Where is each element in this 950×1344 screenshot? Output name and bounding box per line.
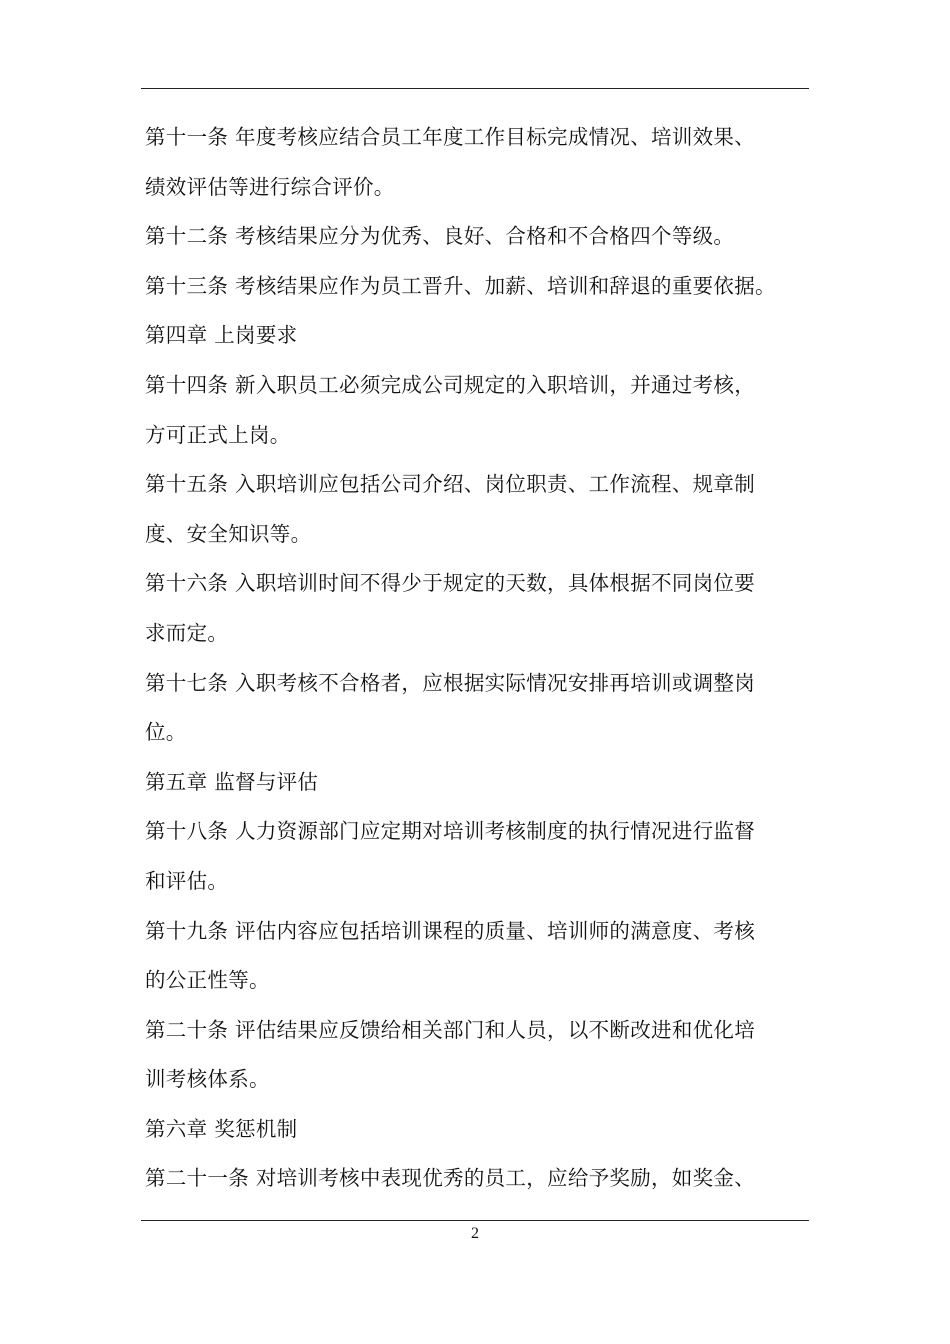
- text-line: 度、安全知识等。: [145, 521, 312, 546]
- text-line: 第十八条 人力资源部门应定期对培训考核制度的执行情况进行监督: [145, 819, 756, 844]
- text-line: 第十七条 入职考核不合格者，应根据实际情况安排再培训或调整岗: [145, 670, 756, 695]
- text-line: 第十三条 考核结果应作为员工晋升、加薪、培训和辞退的重要依据。: [145, 273, 776, 298]
- page-number: 2: [471, 1225, 479, 1242]
- text-line: 位。: [145, 720, 187, 745]
- text-line: 第二十一条 对培训考核中表现优秀的员工，应给予奖励，如奖金、: [145, 1166, 756, 1191]
- footer-rule: [141, 1220, 809, 1221]
- chapter-heading: 第六章 奖惩机制: [145, 1116, 298, 1141]
- text-line: 方可正式上岗。: [145, 422, 291, 447]
- text-line: 第十一条 年度考核应结合员工年度工作目标完成情况、培训效果、: [145, 125, 756, 149]
- chapter-heading: 第五章 监督与评估: [145, 769, 319, 794]
- text-line: 训考核体系。: [145, 1067, 270, 1092]
- chapter-heading: 第四章 上岗要求: [145, 323, 298, 348]
- text-line: 和评估。: [145, 868, 229, 893]
- text-line: 第十九条 评估内容应包括培训课程的质量、培训师的满意度、考核: [145, 918, 756, 943]
- text-line: 求而定。: [145, 620, 229, 645]
- text-line: 第十六条 入职培训时间不得少于规定的天数，具体根据不同岗位要: [145, 571, 756, 596]
- text-line: 的公正性等。: [145, 968, 270, 993]
- text-line: 第十四条 新入职员工必须完成公司规定的入职培训，并通过考核，: [145, 372, 756, 397]
- text-line: 第二十条 评估结果应反馈给相关部门和人员，以不断改进和优化培: [145, 1017, 756, 1042]
- text-line: 第十二条 考核结果应分为优秀、良好、合格和不合格四个等级。: [145, 224, 735, 249]
- header-rule: [141, 88, 809, 89]
- document-body: [145, 118, 810, 1209]
- text-line: 绩效评估等进行综合评价。: [145, 174, 395, 199]
- text-line: 第十五条 入职培训应包括公司介绍、岗位职责、工作流程、规章制: [145, 472, 756, 497]
